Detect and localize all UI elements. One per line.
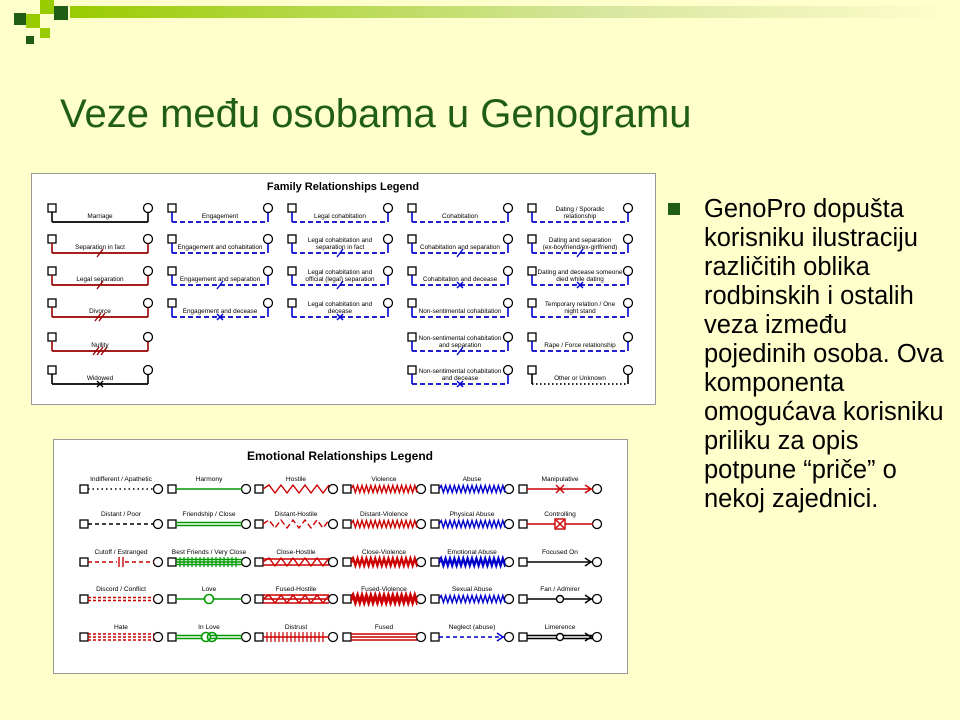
emotional-legend-diagram (54, 440, 627, 673)
emotional-legend-item (255, 586, 338, 604)
emotional-legend-item (80, 476, 163, 494)
female-circle-icon (624, 267, 633, 276)
family-legend-item (48, 366, 153, 388)
female-circle-icon (504, 333, 513, 342)
male-square-icon (528, 299, 536, 307)
emotional-legend-label: Focused On (542, 549, 578, 556)
emotional-legend-label: Indifferent / Apathetic (90, 476, 152, 483)
male-square-icon (48, 235, 56, 243)
emotional-legend-label: In Love (198, 624, 220, 631)
emotional-legend-label: Close-Hostile (276, 549, 316, 556)
arrow-head-icon (585, 633, 591, 641)
zigzag-line (439, 486, 505, 493)
emotional-legend-item (80, 549, 163, 567)
emotional-legend-item (343, 586, 426, 605)
family-legend-diagram (32, 174, 655, 404)
female-circle-icon (624, 333, 633, 342)
person-square-icon (168, 595, 176, 603)
family-legend-label: Non-sentimental cohabitation (418, 308, 502, 315)
emotional-legend-item (519, 586, 602, 604)
person-circle-icon (329, 520, 338, 529)
person-square-icon (255, 633, 263, 641)
person-square-icon (431, 520, 439, 528)
male-square-icon (48, 204, 56, 212)
person-circle-icon (329, 558, 338, 567)
male-square-icon (48, 267, 56, 275)
family-legend-label: Nullity (91, 342, 109, 349)
emotional-legend-label: Friendship / Close (182, 511, 236, 518)
family-legend-item (168, 235, 273, 254)
family-legend-item (48, 267, 153, 290)
person-circle-icon (242, 485, 251, 494)
emotional-legend-label: Manipulative (541, 476, 579, 483)
female-circle-icon (144, 267, 153, 276)
emotional-legend-item (80, 624, 163, 642)
family-legend-label: Dating / Sporadic (555, 206, 605, 213)
family-legend-label: Legal separation (76, 276, 124, 283)
emotional-legend-label: Physical Abuse (449, 511, 495, 518)
person-circle-icon (593, 520, 602, 529)
male-square-icon (48, 333, 56, 341)
emotional-legend-label: Harmony (195, 476, 223, 483)
person-square-icon (431, 595, 439, 603)
family-legend-item (288, 235, 393, 258)
emotional-legend-label: Distant-Hostile (274, 511, 318, 518)
person-circle-icon (242, 558, 251, 567)
bullet-item (664, 195, 954, 514)
family-legend-label: Marriage (87, 213, 113, 220)
emotional-legend-item (168, 476, 251, 494)
person-circle-icon (154, 520, 163, 529)
person-square-icon (519, 558, 527, 566)
person-square-icon (80, 595, 88, 603)
family-legend-label: Rape / Force relationship (544, 342, 616, 349)
family-legend-label: Non-sentimental cohabitation (418, 335, 502, 342)
emotional-legend-item (519, 624, 602, 642)
female-circle-icon (144, 333, 153, 342)
emotional-legend-label: Distant-Violence (360, 511, 408, 518)
family-legend-label: night stand (564, 308, 596, 315)
family-legend-item (48, 299, 153, 322)
family-legend-item (288, 299, 393, 321)
male-square-icon (528, 204, 536, 212)
emotional-legend-item (168, 549, 251, 567)
emotional-legend-item (431, 586, 514, 604)
female-circle-icon (264, 204, 273, 213)
person-square-icon (519, 595, 527, 603)
female-circle-icon (144, 299, 153, 308)
emotional-legend-label: Cutoff / Estranged (94, 549, 148, 556)
person-circle-icon (505, 558, 514, 567)
family-legend-item (168, 267, 273, 290)
family-legend-item (408, 235, 513, 258)
emotional-legend-item (343, 511, 426, 529)
zigzag-line (263, 485, 329, 493)
zigzag-line (263, 520, 329, 528)
family-legend-label: Other or Unknown (554, 375, 606, 382)
male-square-icon (288, 204, 296, 212)
male-square-icon (288, 267, 296, 275)
family-legend-label: Cohabitation and decease (422, 276, 498, 283)
family-legend-item (528, 204, 633, 223)
emotional-legend-title: Emotional Relationships Legend (246, 449, 434, 463)
female-circle-icon (384, 204, 393, 213)
person-circle-icon (154, 485, 163, 494)
admire-circle-icon (557, 634, 564, 641)
person-square-icon (80, 485, 88, 493)
emotional-legend-label: Distrust (284, 624, 308, 631)
female-circle-icon (384, 235, 393, 244)
family-legend-item (408, 267, 513, 289)
family-legend-label: and decease (441, 375, 479, 382)
emotional-relationships-legend (53, 439, 628, 674)
female-circle-icon (624, 366, 633, 375)
family-legend-label: Legal cohabitation and (307, 237, 373, 244)
male-square-icon (408, 299, 416, 307)
female-circle-icon (504, 235, 513, 244)
emotional-legend-item (343, 549, 426, 567)
female-circle-icon (264, 235, 273, 244)
person-square-icon (80, 520, 88, 528)
person-square-icon (255, 520, 263, 528)
person-circle-icon (593, 595, 602, 604)
zigzag-line (439, 521, 505, 528)
person-circle-icon (593, 633, 602, 642)
person-square-icon (168, 558, 176, 566)
male-square-icon (288, 235, 296, 243)
male-square-icon (528, 366, 536, 374)
person-circle-icon (417, 485, 426, 494)
person-square-icon (168, 633, 176, 641)
admire-circle-icon (557, 596, 564, 603)
family-legend-item (288, 267, 393, 290)
emotional-legend-item (255, 511, 338, 529)
family-legend-item (48, 333, 153, 356)
male-square-icon (408, 267, 416, 275)
emotional-legend-label: Abuse (462, 476, 482, 483)
emotional-legend-label: Violence (371, 476, 397, 483)
person-square-icon (343, 520, 351, 528)
person-circle-icon (505, 633, 514, 642)
emotional-legend-label: Distant / Poor (101, 511, 141, 518)
person-square-icon (255, 558, 263, 566)
person-circle-icon (329, 633, 338, 642)
family-legend-label: Widowed (86, 375, 114, 382)
person-circle-icon (417, 558, 426, 567)
family-legend-label: Dating and decease someone (537, 269, 623, 276)
family-legend-item (528, 366, 633, 385)
male-square-icon (528, 333, 536, 341)
emotional-legend-item (343, 624, 426, 642)
family-legend-item (408, 204, 513, 223)
emotional-legend-item (255, 476, 338, 494)
emotional-legend-item (168, 586, 251, 604)
emotional-legend-label: Hostile (285, 476, 307, 483)
emotional-legend-label: Fused-Hostile (275, 586, 317, 593)
emotional-legend-label: Discord / Conflict (96, 586, 146, 593)
family-legend-item (528, 333, 633, 352)
family-legend-label: Legal cohabitation (314, 213, 366, 220)
family-legend-label: Engagement and decease (182, 308, 258, 315)
family-legend-label: relationship (563, 213, 597, 220)
family-relationships-legend (31, 173, 656, 405)
person-circle-icon (154, 558, 163, 567)
male-square-icon (528, 235, 536, 243)
person-square-icon (431, 485, 439, 493)
male-square-icon (168, 204, 176, 212)
family-legend-item (48, 204, 153, 223)
male-square-icon (48, 366, 56, 374)
person-square-icon (168, 485, 176, 493)
female-circle-icon (504, 299, 513, 308)
family-legend-item (48, 235, 153, 258)
person-circle-icon (154, 595, 163, 604)
emotional-legend-item (255, 624, 338, 642)
emotional-legend-item (80, 511, 163, 529)
family-legend-item (288, 204, 393, 223)
male-square-icon (408, 204, 416, 212)
emotional-legend-label: Hate (114, 624, 128, 631)
family-legend-item (408, 299, 513, 318)
family-legend-label: Separation in fact (75, 244, 125, 251)
person-square-icon (519, 485, 527, 493)
person-circle-icon (242, 633, 251, 642)
family-legend-item (168, 204, 273, 223)
person-square-icon (431, 633, 439, 641)
slide-title: Veze među osobama u Genogramu (60, 92, 692, 136)
family-legend-label: separation in fact (315, 244, 365, 251)
zigzag-line (351, 486, 417, 493)
emotional-legend-item (519, 549, 602, 567)
emotional-legend-label: Best Friends / Very Close (171, 549, 247, 556)
person-square-icon (80, 633, 88, 641)
person-circle-icon (242, 520, 251, 529)
person-square-icon (519, 633, 527, 641)
male-square-icon (408, 235, 416, 243)
female-circle-icon (624, 235, 633, 244)
male-square-icon (288, 299, 296, 307)
emotional-legend-item (80, 586, 163, 604)
family-legend-label: Cohabitation (442, 213, 478, 220)
family-legend-label: decease (327, 308, 353, 315)
person-circle-icon (505, 485, 514, 494)
female-circle-icon (384, 299, 393, 308)
female-circle-icon (264, 267, 273, 276)
female-circle-icon (624, 204, 633, 213)
family-legend-label: Cohabitation and separation (420, 244, 500, 251)
person-square-icon (343, 558, 351, 566)
person-square-icon (255, 485, 263, 493)
male-square-icon (408, 366, 416, 374)
person-square-icon (168, 520, 176, 528)
family-legend-item (408, 366, 513, 388)
family-legend-label: Engagement (201, 213, 239, 220)
zigzag-line (351, 521, 417, 528)
female-circle-icon (504, 366, 513, 375)
family-legend-item (168, 299, 273, 321)
family-legend-label: official (legal) separation (305, 276, 375, 283)
person-square-icon (343, 633, 351, 641)
emotional-legend-label: Controlling (544, 511, 576, 518)
person-circle-icon (154, 633, 163, 642)
emotional-legend-item (431, 511, 514, 529)
person-square-icon (519, 520, 527, 528)
male-square-icon (168, 267, 176, 275)
emotional-legend-item (255, 549, 338, 567)
love-circle-icon (205, 595, 214, 604)
family-legend-label: Dating and separation (548, 237, 612, 244)
emotional-legend-label: Limerence (544, 624, 576, 631)
corner-decoration (0, 0, 960, 45)
emotional-legend-item (168, 511, 251, 529)
person-circle-icon (593, 558, 602, 567)
person-square-icon (431, 558, 439, 566)
family-legend-label: died while dating (556, 276, 604, 283)
emotional-legend-item (168, 624, 251, 642)
emotional-legend-item (431, 476, 514, 494)
emotional-legend-item (519, 476, 602, 494)
family-legend-label: Divorce (89, 308, 111, 315)
family-legend-label: Legal cohabitation and (307, 301, 373, 308)
family-legend-label: Legal cohabitation and (307, 269, 373, 276)
family-legend-label: Engagement and cohabitation (177, 244, 263, 251)
person-square-icon (80, 558, 88, 566)
female-circle-icon (624, 299, 633, 308)
male-square-icon (168, 235, 176, 243)
person-square-icon (343, 485, 351, 493)
emotional-legend-item (431, 624, 514, 642)
family-legend-label: Non-sentimental cohabitation (418, 368, 502, 375)
zigzag-line (439, 596, 505, 603)
emotional-legend-label: Fan / Admirer (540, 586, 580, 593)
family-legend-label: Engagement and separation (179, 276, 261, 283)
person-circle-icon (242, 595, 251, 604)
male-square-icon (168, 299, 176, 307)
person-circle-icon (593, 485, 602, 494)
emotional-legend-label: Neglect (abuse) (448, 624, 496, 631)
female-circle-icon (144, 366, 153, 375)
emotional-legend-label: Emotional Abuse (447, 549, 497, 556)
person-circle-icon (329, 485, 338, 494)
person-circle-icon (505, 520, 514, 529)
male-square-icon (528, 267, 536, 275)
emotional-legend-item (519, 511, 602, 529)
bullet-text: GenoPro dopušta korisniku ilustraciju različitih oblika rodbinskih i ostalih veza između pojedinih osoba. Ova komponenta omogućava korisniku priliku za opis potpune “priče” o nekoj zajednici. (704, 195, 944, 513)
female-circle-icon (504, 204, 513, 213)
person-square-icon (255, 595, 263, 603)
person-circle-icon (417, 633, 426, 642)
female-circle-icon (144, 235, 153, 244)
bullet-list (664, 195, 954, 514)
family-legend-item (408, 333, 513, 356)
family-legend-item (528, 267, 633, 289)
female-circle-icon (384, 267, 393, 276)
bullet-square-icon (668, 203, 680, 215)
emotional-legend-item (343, 476, 426, 494)
female-circle-icon (264, 299, 273, 308)
emotional-legend-label: Close-Violence (361, 549, 407, 556)
emotional-legend-label: Fused (374, 624, 394, 631)
emotional-legend-label: Fused-Violence (361, 586, 407, 593)
family-legend-item (528, 235, 633, 258)
family-legend-label: Temporary relation / One (544, 301, 616, 308)
emotional-legend-label: Sexual Abuse (451, 586, 493, 593)
family-legend-label: (ex-boyfriend/ex-girlfriend) (542, 244, 618, 251)
family-legend-title: Family Relationships Legend (266, 181, 420, 193)
emotional-legend-item (431, 549, 514, 567)
female-circle-icon (144, 204, 153, 213)
male-square-icon (408, 333, 416, 341)
person-circle-icon (329, 595, 338, 604)
family-legend-label: and separation (438, 342, 482, 349)
person-square-icon (343, 595, 351, 603)
person-circle-icon (417, 520, 426, 529)
emotional-legend-label: Love (201, 586, 217, 593)
person-circle-icon (417, 595, 426, 604)
person-circle-icon (505, 595, 514, 604)
male-square-icon (48, 299, 56, 307)
female-circle-icon (504, 267, 513, 276)
family-legend-item (528, 299, 633, 318)
